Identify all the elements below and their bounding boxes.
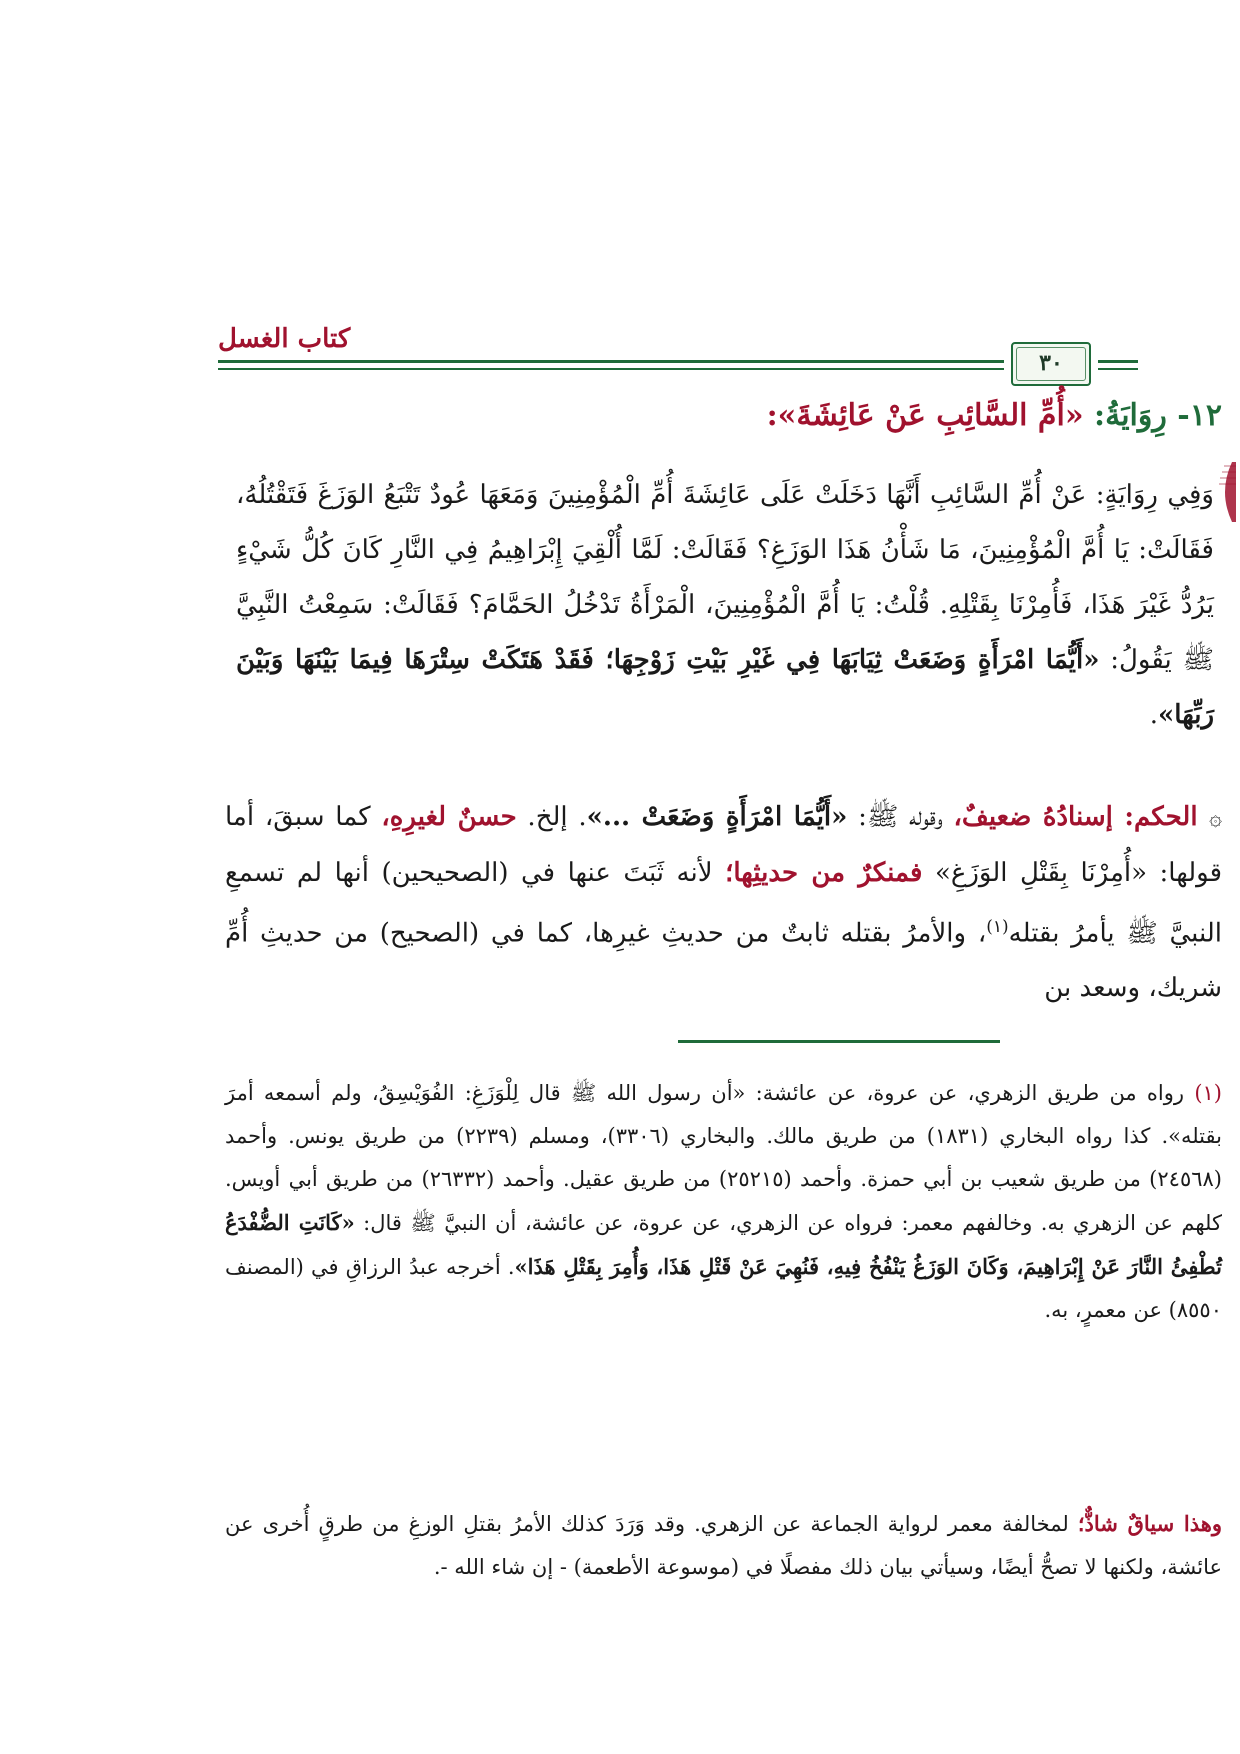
ruling-verdict: إسنادُهُ ضعيفٌ، (953, 802, 1113, 832)
ruling-verdict: حسنٌ لغيرِهِ، (381, 802, 517, 832)
footnote (225, 1072, 1222, 1332)
ruling-text: ، والأمرُ بقتله ثابتٌ من حديثِ غيرِها، كما في (الصحيح) من حديثِ أُمِّ شريك، وسعد بن (225, 918, 1222, 1003)
hadith-intro: وَفِي رِوَايَةٍ: عَنْ أُمِّ السَّائِبِ أَنَّهَا دَخَلَتْ عَلَى عَائِشَةَ أُمِّ الْمُؤْمِنِينَ وَمَعَهَا عُودٌ تَتْبَعُ الوَزَغَ فَتَقْتُلُهُ، فَقَالَتْ: يَا أُمَّ الْمُؤْمِنِينَ، مَا شَأْنُ هَذَا الوَزَغِ؟ فَقَالَتْ: لَمَّا أُلْقِيَ إِبْرَاهِيمُ فِي النَّارِ كَانَ كُلُّ شَيْءٍ يَرُدُّ غَيْرَ هَذَا، فَأُمِرْنَا بِقَتْلِهِ. قُلْتُ: يَا أُمَّ الْمُؤْمِنِينَ، الْمَرْأَةُ تَدْخُلُ الحَمَّامَ؟ فَقَالَتْ: سَمِعْتُ النَّبِيَّ ﷺ يَقُولُ: (236, 480, 1214, 675)
footnote-verdict: وهذا سياقٌ شاذٌّ؛ (1077, 1511, 1222, 1536)
footnote-text: لمخالفة معمر لرواية الجماعة عن الزهري. وقد وَرَدَ كذلك الأمرُ بقتلِ الوزغِ من طرقٍ أُخرى عن عائشة، ولكنها لا تصحُّ أيضًا، وسيأتي بيان ذلك مفصلًا في (موسوعة الأطعمة) - إن شاء الله -. (225, 1512, 1222, 1579)
footnote-quote: «كَانَتِ الضُّفْدَعُ تُطْفِئُ النَّارَ عَنْ إِبْرَاهِيمَ، وَكَانَ الوَزَغُ يَنْفُخُ فِيهِ، فَنُهِيَ عَنْ قَتْلِ هَذَا، وَأُمِرَ بِقَتْلِ هَذَا» (225, 1210, 1222, 1279)
footnote-continuation (225, 1502, 1222, 1589)
section-title: «أُمِّ السَّائِبِ عَنْ عَائِشَةَ»: (766, 398, 1084, 433)
footnote-text: رواه من طريق الزهري، عن عروة، عن عائشة: «أن رسول الله ﷺ قال لِلْوَزَغِ: الفُوَيْسِقُ، ولم أسمعه أمرَ بقتله». كذا رواه البخاري (١٨٣١) من طريق مالك. والبخاري (٣٣٠٦)، ومسلم (٢٢٣٩) من طريق يونس. وأحمد (٢٤٥٦٨) من طريق شعيب بن أبي حمزة. وأحمد (٢٥٢١٥) من طريق عقيل. وأحمد (٢٦٣٣٢) من طريق أبي أويس. كلهم عن الزهري به. وخالفهم معمر: فرواه عن الزهري، عن عروة، عن عائشة، أن النبيَّ ﷺ قال: (225, 1081, 1223, 1235)
footnote-text: . أخرجه عبدُ الرزاقِ في (المصنف ٨٥٥٠) عن معمرٍ، به. (225, 1255, 1222, 1322)
page-number: ٣٠ (1039, 350, 1063, 376)
page-number-frame (1011, 342, 1091, 386)
running-title: كتاب الغسل (218, 324, 351, 354)
ruling-paragraph (225, 790, 1222, 1015)
hadith-quote: «أَيُّمَا امْرَأَةٍ وَضَعَتْ ثِيَابَهَا فِي غَيْرِ بَيْتِ زَوْجِهَا؛ فَقَدْ هَتَكَتْ سِتْرَهَا فِيمَا بَيْنَهَا وَبَيْنَ رَبِّهَا» (236, 645, 1214, 730)
page-header (218, 318, 1230, 378)
hadith-end: . (1149, 700, 1159, 730)
ruling-verdict: فمنكرٌ من حديثِها؛ (725, 858, 923, 888)
section-number: ١٢- (1166, 398, 1222, 433)
corner-ornament-icon (1214, 462, 1236, 522)
header-rule (1098, 368, 1138, 370)
section-heading (218, 398, 1222, 433)
ruling-quote: «أَيُّمَا امْرَأَةٍ وَضَعَتْ ...» (586, 802, 848, 832)
footnote-separator (678, 1040, 1000, 1043)
section-label: رِوَايَةُ: (1083, 398, 1167, 433)
footnote-number: (١) (1194, 1081, 1222, 1105)
header-rule (218, 368, 1004, 370)
ruling-text: لأنه ثَبَتَ عنها في (الصحيحين) أنها لم تسمعِ النبيَّ ﷺ يأمرُ بقتله (225, 858, 1223, 949)
footnote-marker: (١) (986, 917, 1009, 937)
hadith-text (236, 468, 1214, 743)
ruling-text: كما سبقَ، أما قولها: «أُمِرْنَا بِقَتْلِ الوَزَغِ» (225, 802, 1222, 888)
ornament-icon: ۞ (1209, 806, 1222, 831)
ruling-text: . إلخ. (516, 802, 587, 832)
header-rule (218, 360, 1004, 363)
header-rule (1098, 360, 1138, 363)
ruling-label: الحكم: (1112, 802, 1210, 832)
ruling-text: وقوله ﷺ: (847, 802, 954, 832)
